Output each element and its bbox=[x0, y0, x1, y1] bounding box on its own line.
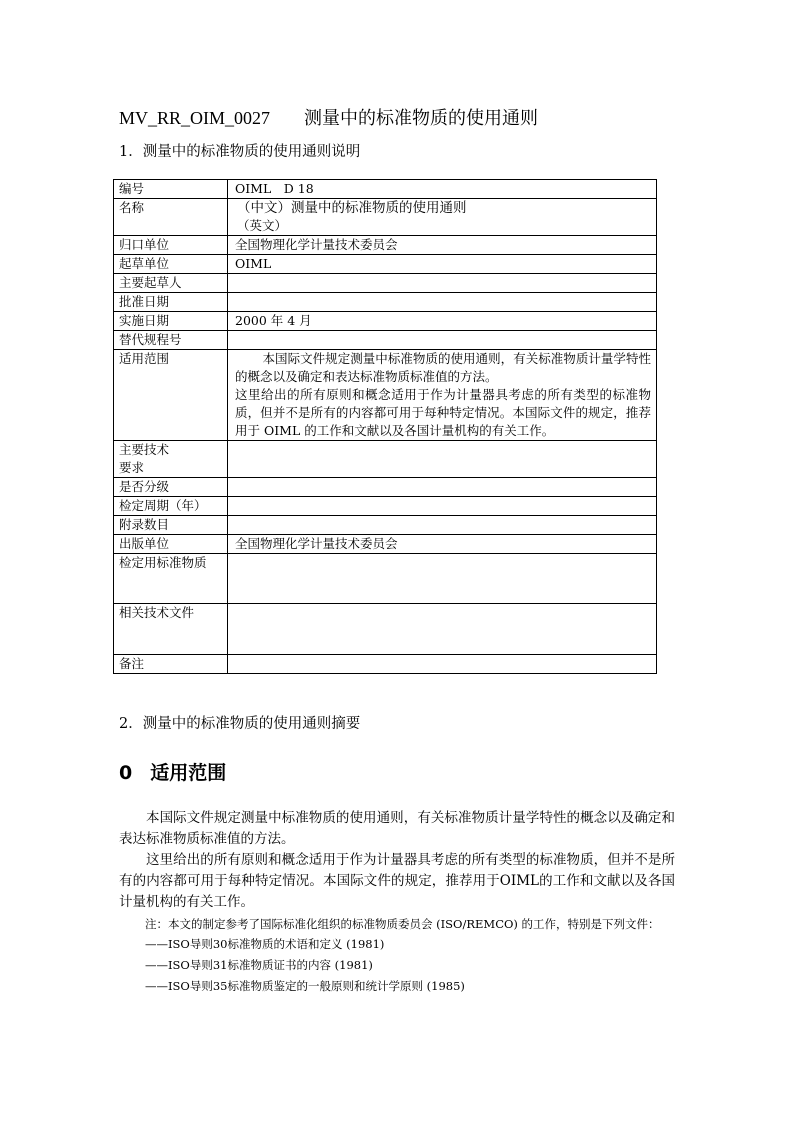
row-value bbox=[228, 441, 657, 478]
table-row bbox=[114, 497, 657, 516]
table-row bbox=[114, 312, 657, 331]
row-key: 归口单位 bbox=[114, 236, 228, 255]
row-value bbox=[228, 478, 657, 497]
row-key: 主要起草人 bbox=[114, 274, 228, 293]
table-row bbox=[114, 255, 657, 274]
row-key: 编号 bbox=[114, 180, 228, 199]
reference-item: ——ISO导则30标准物质的术语和定义 (1981) bbox=[145, 937, 385, 951]
row-key: 附录数目 bbox=[114, 516, 228, 535]
row-value bbox=[228, 554, 657, 604]
table-row bbox=[114, 350, 657, 441]
metadata-table bbox=[113, 179, 657, 674]
row-key: 出版单位 bbox=[114, 535, 228, 554]
row-key-line-1: 主要技术 bbox=[119, 442, 170, 457]
table-row bbox=[114, 274, 657, 293]
section-1-heading: 1．测量中的标准物质的使用通则说明 bbox=[119, 144, 361, 160]
row-value bbox=[228, 350, 657, 441]
chapter-heading bbox=[119, 758, 226, 785]
body-paragraph-2: 这里给出的所有原则和概念适用于作为计量器具考虑的所有类型的标准物质，但并不是所有的内容都可用于每种特定情况。本国际文件的规定，推荐用于OIML的工作和文献以及各国计量机构的有关工作。 bbox=[119, 852, 675, 910]
document-code: MV_RR_OIM_0027 bbox=[119, 108, 271, 128]
row-key: 替代规程号 bbox=[114, 331, 228, 350]
row-key: 批准日期 bbox=[114, 293, 228, 312]
table-row bbox=[114, 293, 657, 312]
table-row bbox=[114, 516, 657, 535]
row-value bbox=[228, 604, 657, 655]
table-row bbox=[114, 199, 657, 236]
row-key: 相关技术文件 bbox=[114, 604, 228, 655]
chapter-title: 适用范围 bbox=[150, 762, 227, 784]
row-key: 名称 bbox=[114, 199, 228, 236]
row-value: 全国物理化学计量技术委员会 bbox=[228, 535, 657, 554]
scope-paragraph-1: 本国际文件规定测量中标准物质的使用通则，有关标准物质计量学特性的概念以及确定和表达标准物质标准值的方法。 bbox=[235, 351, 651, 384]
row-key: 起草单位 bbox=[114, 255, 228, 274]
row-value bbox=[228, 516, 657, 535]
document-name: 测量中的标准物质的使用通则 bbox=[304, 108, 539, 128]
row-key: 备注 bbox=[114, 655, 228, 674]
row-value: OIML D 18 bbox=[228, 180, 657, 199]
reference-item: ——ISO导则35标准物质鉴定的一般原则和统计学原则 (1985) bbox=[145, 979, 465, 993]
row-value: OIML bbox=[228, 255, 657, 274]
name-chinese: （中文）测量中的标准物质的使用通则 bbox=[237, 200, 467, 216]
table-row bbox=[114, 180, 657, 199]
section-2-heading: 2．测量中的标准物质的使用通则摘要 bbox=[119, 716, 361, 732]
table-row bbox=[114, 478, 657, 497]
row-key: 检定周期（年） bbox=[114, 497, 228, 516]
table-row bbox=[114, 655, 657, 674]
note-text: 注：本文的制定参考了国际标准化组织的标准物质委员会 (ISO/REMCO) 的工作，特别是下列文件： bbox=[145, 917, 660, 931]
table-row bbox=[114, 554, 657, 604]
reference-item: ——ISO导则31标准物质证书的内容 (1981) bbox=[145, 958, 373, 972]
body-paragraph-1: 本国际文件规定测量中标准物质的使用通则，有关标准物质计量学特性的概念以及确定和表达标准物质标准值的方法。 bbox=[119, 810, 675, 847]
row-value bbox=[228, 274, 657, 293]
table-row bbox=[114, 535, 657, 554]
table-row bbox=[114, 331, 657, 350]
table-row bbox=[114, 604, 657, 655]
chapter-number: 0 bbox=[119, 762, 133, 784]
row-key: 是否分级 bbox=[114, 478, 228, 497]
name-english: （英文） bbox=[237, 218, 288, 233]
row-value bbox=[228, 293, 657, 312]
table-row bbox=[114, 441, 657, 478]
table-row bbox=[114, 236, 657, 255]
row-value: 全国物理化学计量技术委员会 bbox=[228, 236, 657, 255]
document-title bbox=[119, 104, 538, 130]
scope-paragraph-2: 这里给出的所有原则和概念适用于作为计量器具考虑的所有类型的标准物质，但并不是所有的内容都可用于每种特定情况。本国际文件的规定，推荐用于 OIML 的工作和文献以及各国计量机构的有关工作。 bbox=[235, 387, 651, 438]
row-value bbox=[228, 331, 657, 350]
row-key-line-2: 要求 bbox=[119, 460, 145, 475]
row-key: 检定用标准物质 bbox=[114, 554, 228, 604]
row-value bbox=[228, 199, 657, 236]
row-key: 适用范围 bbox=[114, 350, 228, 441]
row-value: 2000 年 4 月 bbox=[228, 312, 657, 331]
row-value bbox=[228, 497, 657, 516]
row-value bbox=[228, 655, 657, 674]
row-key bbox=[114, 441, 228, 478]
row-key: 实施日期 bbox=[114, 312, 228, 331]
